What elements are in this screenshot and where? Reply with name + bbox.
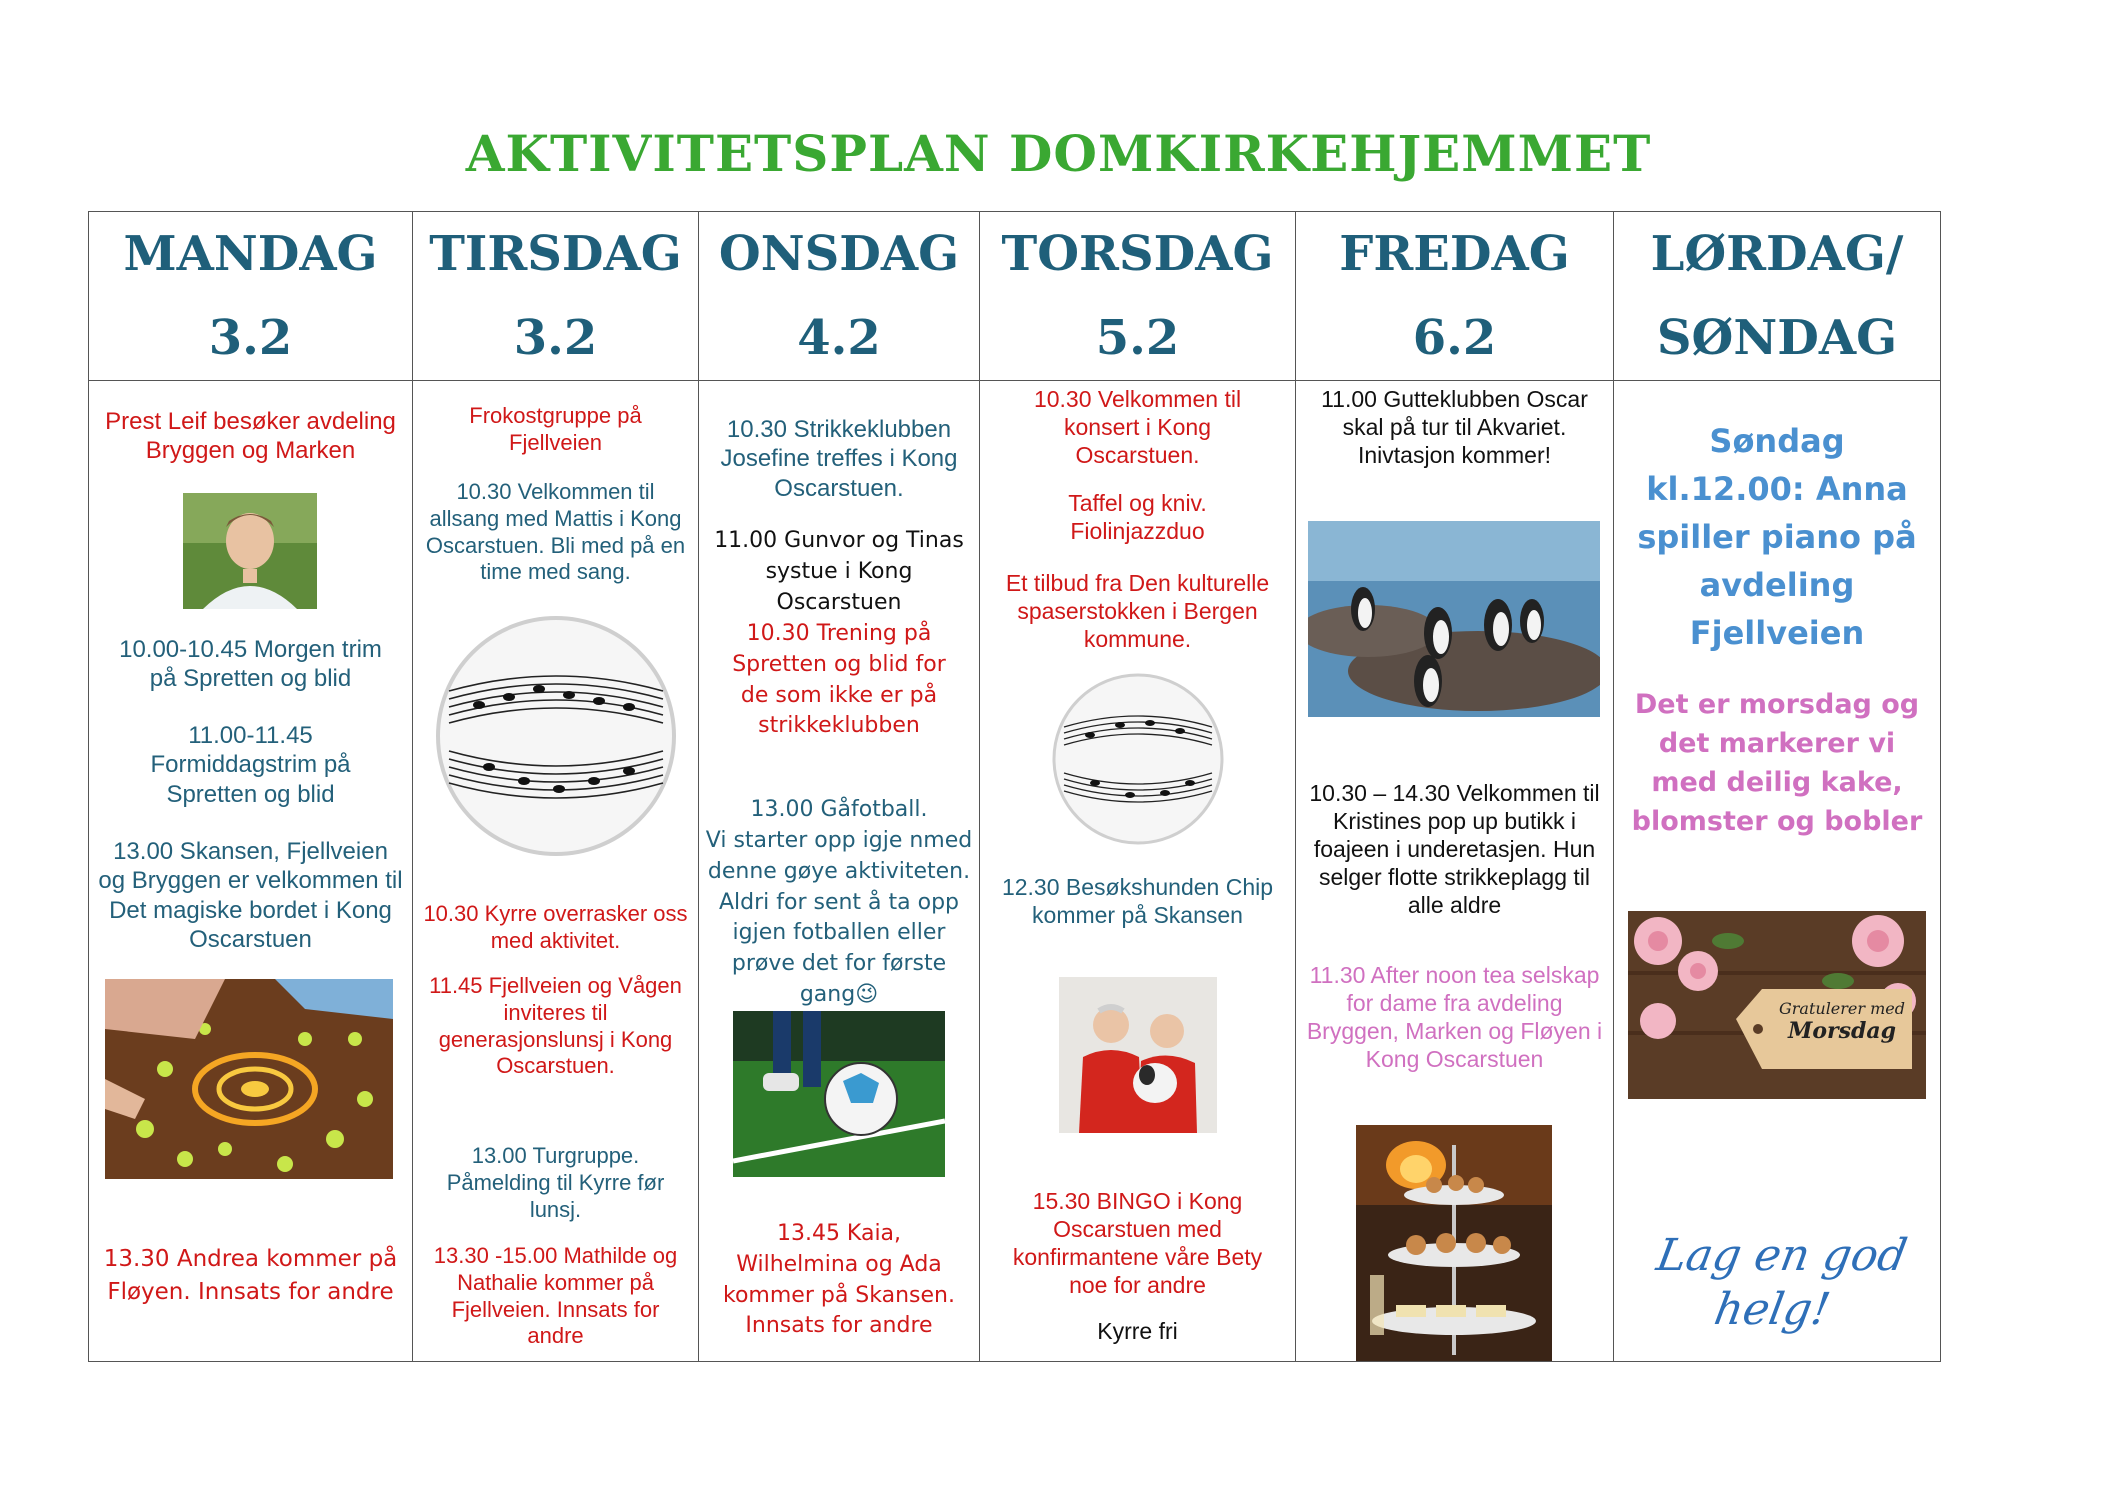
thursday-cell [980,381,1296,1362]
monday-event-1: Prest Leif besøker avdeling Bryggen og Marken [105,408,396,465]
thursday-event-4: 12.30 Besøkshunden Chip kommer på Skansen [1001,874,1274,929]
friday-cell [1296,381,1614,1362]
monday-event-4: 13.00 Skansen, Fjellveien og Bryggen er velkommen til Det magiske bordet i Kong Oscarstuen [98,838,403,953]
tuesday-event-2: 10.30 Velkommen til allsang med Mattis i Kong Oscarstuen. Bli med på en time med sang. [425,479,686,585]
day-header-tuesday: TIRSDAG 3.2 [413,212,699,381]
tuesday-event-6: 13.30 -15.00 Mathilde og Nathalie kommer på Fjellveien. Innsats for andre [433,1243,678,1349]
weekend-event-2: Det er morsdag og det markerer vi med deilig kake, blomster og bobler [1631,689,1923,838]
afternoon-tea-photo [1356,1125,1552,1361]
tuesday-event-4: 11.45 Fjellveien og Vågen inviteres til generasjonslunsj i Kong Oscarstuen. [429,973,682,1079]
activities-row [89,381,1941,1362]
card-text [1752,999,1932,1045]
wednesday-event-3: 10.30 Trening på Spretten og blid for de som ikke er på strikkeklubben [732,621,946,739]
weekend-cell [1614,381,1941,1362]
tuesday-event-1: Frokostgruppe på Fjellveien [469,403,642,455]
friday-event-3: 11.30 After noon tea selskap for dame fra avdeling Bryggen, Marken og Fløyen i Kong Oscarstuen [1306,962,1603,1073]
visiting-dog-photo [1059,977,1217,1133]
tuesday-event-3: 10.30 Kyrre overrasker oss med aktivitet. [423,901,688,953]
day-header-thursday: TORSDAG 5.2 [980,212,1296,381]
music-notes-plate [429,611,683,861]
header-row [89,212,1941,381]
thursday-event-1: 10.30 Velkommen til konsert i Kong Oscarstuen. [1033,386,1242,469]
thursday-event-5: 15.30 BINGO i Kong Oscarstuen med konfirmantene våre Bety noe for andre [1012,1188,1263,1299]
thursday-event-3: Et tilbud fra Den kulturelle spaserstokken i Bergen kommune. [1005,570,1270,653]
weekend-event-1: Søndag kl.12.00: Anna spiller piano på avdeling Fjellveien [1637,422,1917,652]
football-photo [733,1011,945,1177]
card-line-1: Gratulerer med [1778,999,1906,1018]
wednesday-event-5: 13.45 Kaia, Wilhelmina og Ada kommer på Skansen. Innsats for andre [723,1221,955,1339]
music-notes-plate-2 [1050,669,1226,849]
monday-event-3: 11.00-11.45 Formiddagstrim på Spretten og blid [150,722,351,808]
day-header-weekend: LØRDAG/ SØNDAG [1614,212,1941,381]
day-header-friday: FREDAG 6.2 [1296,212,1614,381]
monday-cell [89,381,413,1362]
wednesday-cell [699,381,980,1362]
weekend-greeting: Lag en god helg! [1652,1230,1911,1335]
wednesday-event-4-title: 13.00 Gåfotball. [750,797,928,822]
monday-event-5: 13.30 Andrea kommer på Fløyen. Innsats for andre [103,1246,398,1306]
magic-table-photo [105,979,393,1179]
day-header-monday: MANDAG 3.2 [89,212,413,381]
tuesday-cell [413,381,699,1362]
card-line-2: Morsdag [1787,1018,1897,1045]
monday-event-2: 10.00-10.45 Morgen trim på Spretten og blid [119,636,382,693]
friday-event-2: 10.30 – 14.30 Velkommen til Kristines pop up butikk i foajeen i underetasjen. Hun selger flotte strikkeplagg til alle aldre [1309,780,1600,919]
day-header-wednesday: ONSDAG 4.2 [699,212,980,381]
wednesday-event-4-text: Vi starter opp igje nmed denne gøye aktiviteten. Aldri for sent å ta opp igjen fotballen eller prøve det for første gang😉 [705,828,973,1007]
thursday-event-2: Taffel og kniv. Fiolinjazzduo [1068,490,1207,545]
wednesday-event-2: 11.00 Gunvor og Tinas systue i Kong Oscarstuen [714,528,964,615]
priest-photo [183,493,317,609]
tuesday-event-5: 13.00 Turgruppe. Påmelding til Kyrre før lunsj. [446,1143,665,1222]
wednesday-event-1: 10.30 Strikkeklubben Josefine treffes i Kong Oscarstuen. [720,416,958,502]
friday-event-1: 11.00 Gutteklubben Oscar skal på tur til Akvariet. Inivtasjon kommer! [1321,386,1588,469]
page-title: AKTIVITETSPLAN DOMKIRKEHJEMMET [465,124,1652,183]
thursday-event-6: Kyrre fri [1097,1318,1178,1344]
penguins-photo [1308,521,1600,717]
activity-table [88,211,1941,1362]
